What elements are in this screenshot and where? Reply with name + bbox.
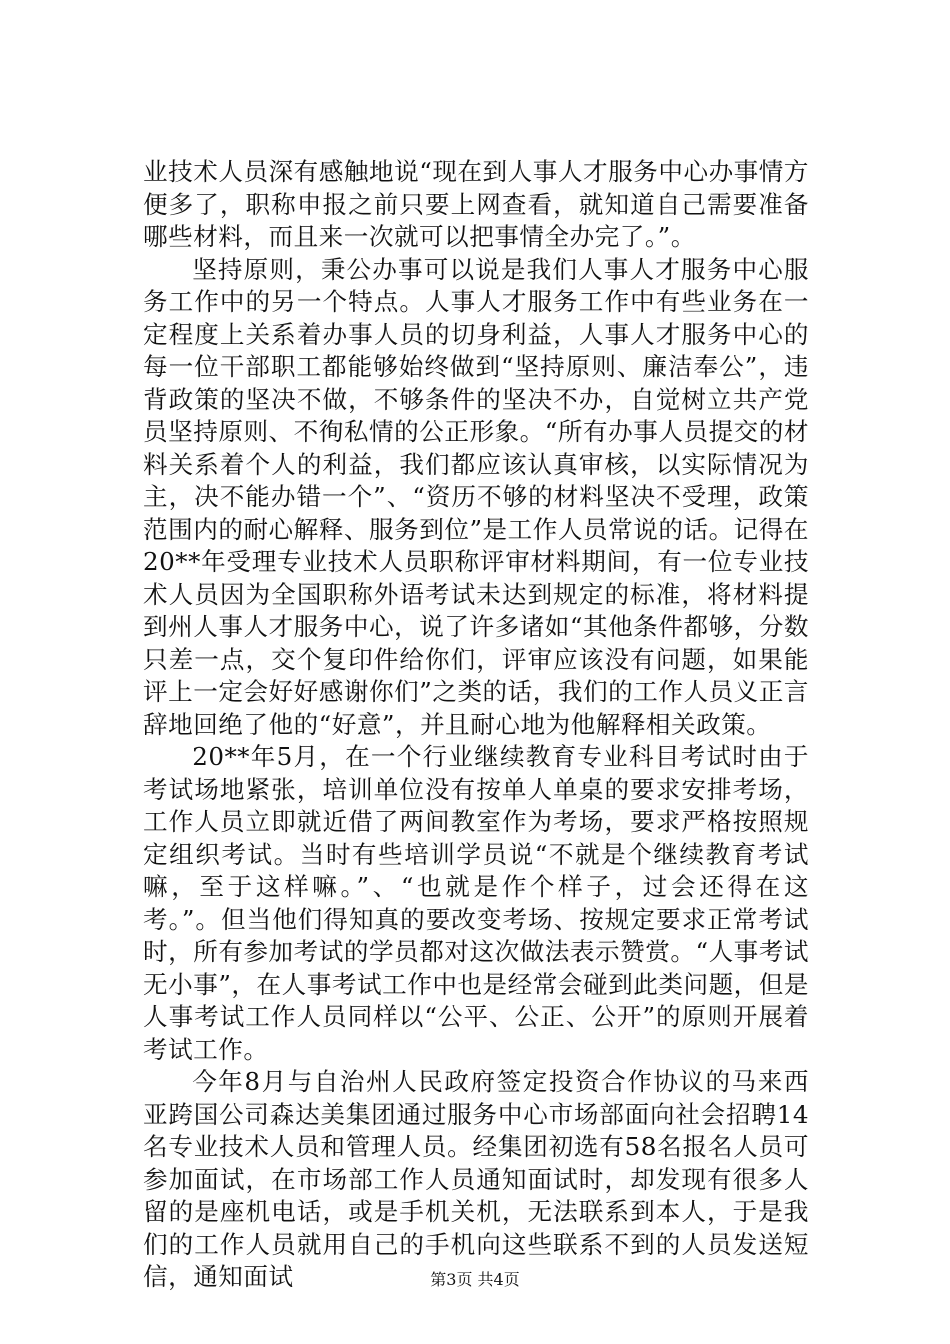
paragraph-3: 20**年5月，在一个行业继续教育专业科目考试时由于考试场地紧张，培训单位没有按单人单桌的要求安排考场，工作人员立即就近借了两间教室作为考场，要求严格按照规定组织考试。当时有些培训学员说“不就是个继续教育考试嘛，至于这样嘛。”、“也就是作个样子，过会还得在这考。”。但当他们得知真的要改变考场、按规定要求正常考试时，所有参加考试的学员都对这次做法表示赞赏。“人事考试无小事”，在人事考试工作中也是经常会碰到此类问题，但是人事考试工作人员同样以“公平、公正、公开”的原则开展着考试工作。: [143, 742, 809, 1064]
paragraph-2: 坚持原则，秉公办事可以说是我们人事人才服务中心服务工作中的另一个特点。人事人才服务工作中有些业务在一定程度上关系着办事人员的切身利益，人事人才服务中心的每一位干部职工都能够始终做到“坚持原则、廉洁奉公”，违背政策的坚决不做，不够条件的坚决不办，自觉树立共产党员坚持原则、不徇私情的公正形象。“所有办事人员提交的材料关系着个人的利益，我们都应该认真审核，以实际情况为主，决不能办错一个”、“资历不够的材料坚决不受理，政策范围内的耐心解释、服务到位”是工作人员常说的话。记得在20**年受理专业技术人员职称评审材料期间，有一位专业技术人员因为全国职称外语考试未达到规定的标准，将材料提到州人事人才服务中心，说了许多诸如“其他条件都够，分数只差一点，交个复印件给你们，评审应该没有问题，如果能评上一定会好好感谢你们”之类的话，我们的工作人员义正言辞地回绝了他的“好意”，并且耐心地为他解释相关政策。: [143, 254, 809, 739]
paragraph-1: 业技术人员深有感触地说“现在到人事人才服务中心办事情方便多了，职称申报之前只要上网查看，就知道自己需要准备哪些材料，而且来一次就可以把事情全办完了。”。: [143, 157, 809, 251]
page-number-footer: 第3页 共4页: [430, 1270, 520, 1289]
paragraph-4: 今年8月与自治州人民政府签定投资合作协议的马来西亚跨国公司森达美集团通过服务中心市场部面向社会招聘14名专业技术人员和管理人员。经集团初选有58名报名人员可参加面试，在市场部工作人员通知面试时，却发现有很多人留的是座机电话，或是手机关机，无法联系到本人，于是我们的工作人员就用自己的手机向这些联系不到的人员发送短信，通知面试: [143, 1067, 809, 1291]
document-body: [143, 156, 809, 1294]
